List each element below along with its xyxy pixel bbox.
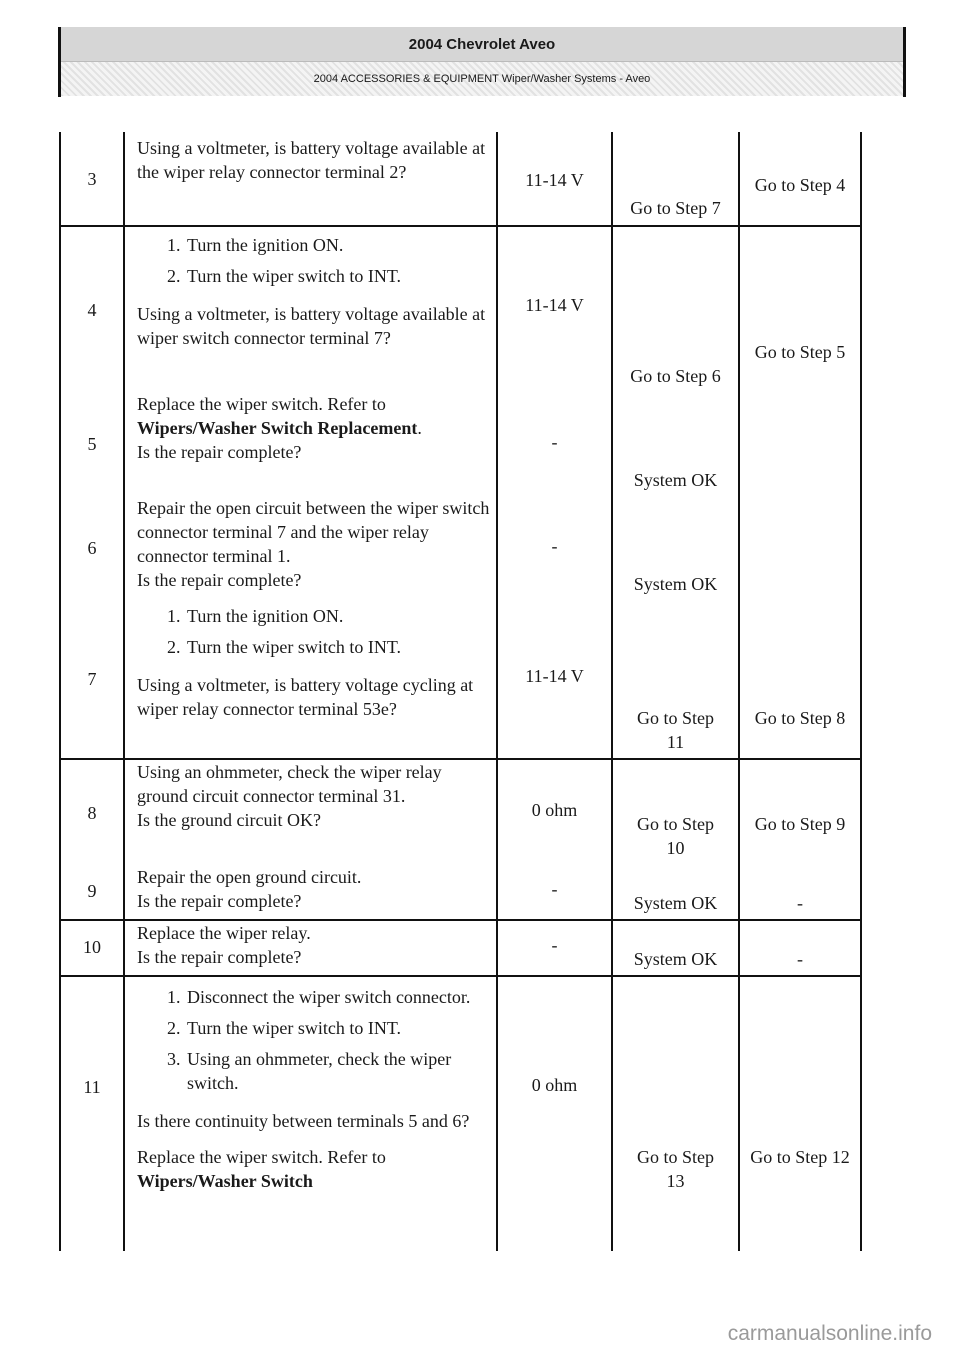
value-cell: -	[551, 536, 558, 556]
action-paragraph: Using a voltmeter, is battery voltage available at wiper switch connector terminal 7?	[137, 304, 486, 348]
no-result: -	[797, 893, 803, 913]
value-cell: 0 ohm	[531, 1075, 578, 1095]
step-number: 3	[87, 168, 97, 189]
list-item: 3. Using an ohmmeter, check the wiper switch.	[185, 1047, 490, 1095]
no-result: Go to Step 8	[754, 708, 846, 728]
action-paragraph: Repair the open circuit between the wiper switch connector terminal 7 and the wiper relay connector terminal 1.	[137, 498, 490, 566]
table-row	[60, 132, 861, 226]
step-number: 9	[87, 881, 97, 901]
yes-result: Go to Step 10	[636, 814, 714, 858]
action-paragraph: Repair the open ground circuit.	[137, 867, 362, 887]
value-cell: 11-14 V	[525, 295, 584, 315]
action-text	[125, 600, 496, 758]
table-row	[60, 920, 861, 976]
list-item: 2. Turn the wiper switch to INT.	[185, 1016, 490, 1040]
action-text	[125, 392, 496, 496]
question-text: Is the ground circuit OK?	[137, 810, 321, 830]
no-result: Go to Step 5	[754, 342, 846, 362]
action-paragraph: Replace the wiper relay.	[137, 923, 311, 943]
reference-link[interactable]: Wipers/Washer Switch	[137, 1171, 313, 1191]
list-item: 1. Disconnect the wiper switch connector.	[185, 985, 490, 1009]
action-paragraph: Is there continuity between terminals 5 and 6?	[137, 1111, 470, 1131]
action-steps-list	[137, 233, 490, 288]
step-number: 7	[87, 669, 97, 689]
step-number: 6	[87, 538, 97, 558]
yes-result: System OK	[633, 893, 718, 913]
table-row	[60, 759, 861, 865]
reference-link[interactable]: Wipers/Washer Switch Replacement	[137, 418, 418, 438]
question-text: Is the repair complete?	[137, 891, 302, 911]
value-cell: 0 ohm	[531, 800, 578, 820]
question-text: Is the repair complete?	[137, 947, 302, 967]
value-cell: 11-14 V	[525, 170, 584, 190]
table-row	[60, 226, 861, 392]
list-item: 1. Turn the ignition ON.	[185, 233, 490, 257]
action-text	[125, 977, 496, 1251]
action-text	[125, 865, 496, 919]
yes-result: Go to Step 13	[636, 1147, 714, 1191]
table-row	[60, 976, 861, 1251]
value-cell: -	[551, 879, 558, 899]
action-paragraph: Using a voltmeter, is battery voltage cycling at wiper relay connector terminal 53e?	[137, 675, 474, 719]
step-number: 4	[87, 299, 97, 320]
action-paragraph: Replace the wiper switch. Refer to	[137, 1147, 386, 1167]
list-item: 1. Turn the ignition ON.	[185, 604, 490, 628]
table-row	[60, 392, 861, 496]
action-text	[125, 921, 496, 975]
yes-result: System OK	[633, 470, 718, 490]
action-paragraph: Using an ohmmeter, check the wiper relay ground circuit connector terminal 31.	[137, 762, 442, 806]
yes-result: Go to Step 6	[630, 366, 721, 386]
no-result: -	[797, 949, 803, 969]
table-row	[60, 865, 861, 920]
action-text	[125, 227, 496, 392]
step-number: 10	[83, 937, 101, 957]
no-result: Go to Step 9	[754, 814, 846, 834]
action-text	[125, 760, 496, 865]
yes-result: System OK	[633, 574, 718, 594]
yes-result: System OK	[633, 949, 718, 969]
question-text: Is the repair complete?	[137, 442, 302, 462]
step-number: 5	[87, 434, 97, 454]
question-text: Is the repair complete?	[137, 570, 302, 590]
no-result: Go to Step 4	[754, 175, 846, 195]
header-title: 2004 Chevrolet Aveo	[61, 27, 903, 62]
watermark-text: carmanualsonline.info	[727, 1322, 932, 1345]
value-cell: -	[551, 432, 558, 452]
page-header	[58, 27, 906, 97]
yes-result: Go to Step 7	[630, 198, 721, 218]
step-number: 8	[87, 802, 97, 823]
value-cell: -	[551, 935, 558, 955]
no-result: Go to Step 12	[750, 1147, 850, 1167]
reference-suffix: .	[417, 418, 422, 438]
yes-result: Go to Step 11	[636, 708, 714, 752]
step-number: 11	[83, 1077, 101, 1097]
header-subtitle: 2004 ACCESSORIES & EQUIPMENT Wiper/Washer Systems - Aveo	[61, 62, 903, 96]
action-text	[125, 496, 496, 600]
value-cell: 11-14 V	[525, 666, 584, 686]
action-steps-list	[137, 985, 490, 1095]
table-row	[60, 496, 861, 600]
action-paragraph: Using a voltmeter, is battery voltage available at the wiper relay connector terminal 2?	[137, 138, 486, 182]
table-row	[60, 600, 861, 759]
action-paragraph: Replace the wiper switch. Refer to	[137, 394, 386, 414]
action-steps-list	[137, 604, 490, 659]
list-item: 2. Turn the wiper switch to INT.	[185, 264, 490, 288]
action-text	[125, 132, 496, 223]
diagnostic-table	[59, 132, 862, 1251]
list-item: 2. Turn the wiper switch to INT.	[185, 635, 490, 659]
